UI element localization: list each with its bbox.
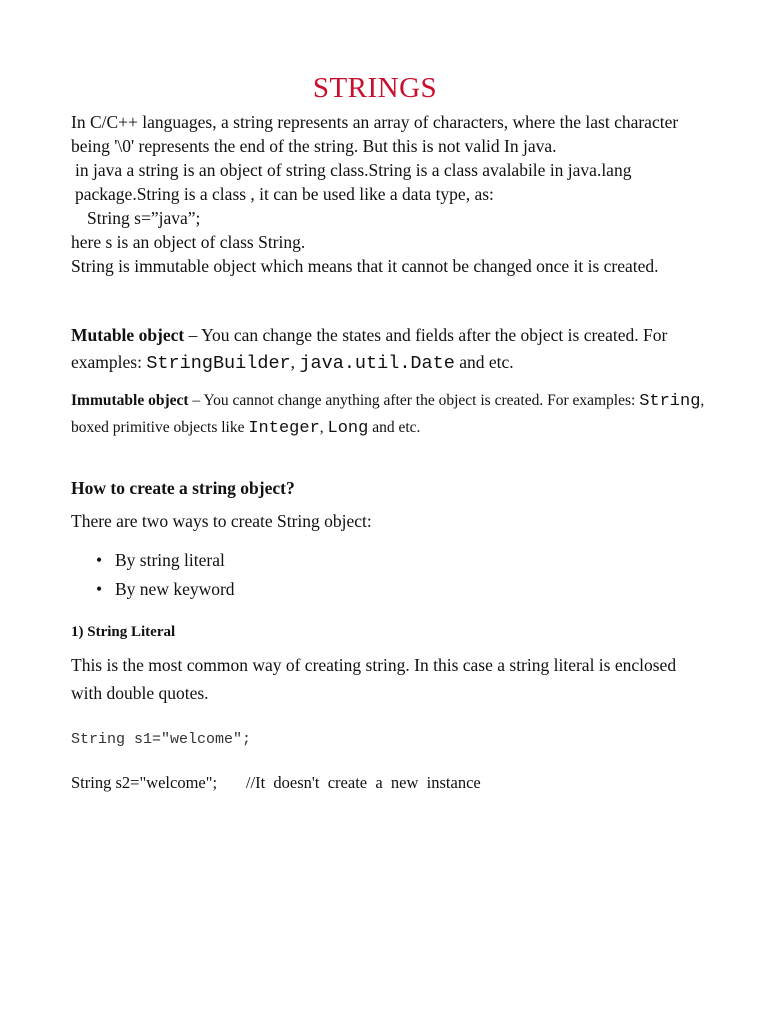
mutable-object-text: – You can change the states and fields after the object is created. For examples: [71,325,668,372]
code-example-s1: String s1="welcome"; [71,731,252,748]
immutable-code-long: Long [327,419,369,438]
intro-section [71,110,711,278]
string-literal-description: This is the most common way of creating string. In this case a string literal is enclosed with double quotes. [71,655,677,703]
list-item [96,575,235,604]
intro-paragraph-java: in java a string is an object of string class.String is a class avalabile in java.lang package.String is a class , it can be used like a data type, as: [75,160,632,204]
immutable-code-integer: Integer [248,419,320,438]
mutable-code-stringbuilder: StringBuilder [146,353,291,374]
mutable-object-paragraph [71,322,711,377]
immutable-object-middle: , boxed primitive objects like [71,392,705,436]
string-literal-heading: 1) String Literal [71,624,176,640]
mutable-separator: , [290,352,300,372]
two-ways-text: There are two ways to create String object: [71,511,372,531]
intro-paragraph-cpp: In C/C++ languages, a string represents an array of characters, where the last character being '\0' represents the end of the string. But this is not valid In java. [71,112,679,156]
code-example-s2: String s2="welcome"; //It doesn't create a new instance [71,773,481,792]
immutable-separator: , [319,419,328,436]
create-string-heading: How to create a string object? [71,478,295,498]
page-title: STRINGS [312,72,438,104]
intro-object-note: here s is an object of class String. [71,232,306,252]
immutable-object-text: – You cannot change anything after the object is created. For examples: [188,392,640,409]
intro-code-example: String s=”java”; [87,208,201,228]
immutable-object-label: Immutable object [71,392,189,409]
intro-immutable-note: String is immutable object which means that it cannot be changed once it is created. [71,256,659,276]
list-item-label: By new keyword [115,579,235,599]
list-item-label: By string literal [115,550,225,570]
bullet-icon: • [96,550,103,570]
list-item [96,546,235,575]
ways-list [96,546,235,604]
mutable-object-label: Mutable object [71,325,185,345]
mutable-object-tail: and etc. [454,352,514,372]
bullet-icon: • [96,579,103,599]
immutable-object-tail: and etc. [368,419,421,436]
immutable-code-string: String [639,392,701,411]
immutable-object-paragraph [71,388,711,442]
mutable-code-date: java.util.Date [299,353,455,374]
